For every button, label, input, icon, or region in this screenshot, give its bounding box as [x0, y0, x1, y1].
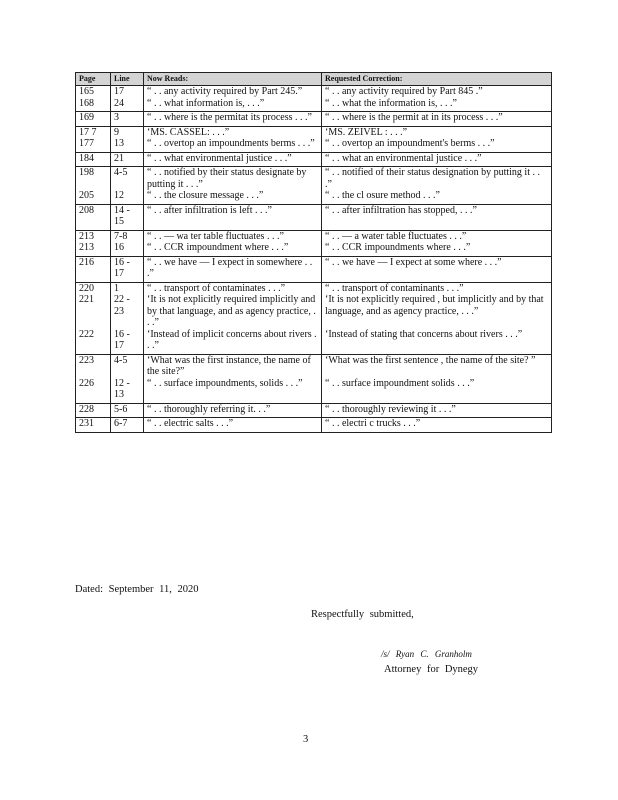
- cell-page: 223: [76, 354, 111, 378]
- cell-now-reads: ‘MS. CASSEL: . . .”: [144, 126, 322, 138]
- cell-page: 221: [76, 294, 111, 329]
- cell-page: 169: [76, 112, 111, 127]
- cell-line: 9: [111, 126, 144, 138]
- cell-line: 21: [111, 152, 144, 167]
- errata-row: [76, 138, 552, 152]
- cell-now-reads: “ . . thoroughly referring it. . .”: [144, 403, 322, 418]
- cell-page: 213: [76, 242, 111, 256]
- page-number: 3: [303, 734, 309, 745]
- cell-line: 4-5: [111, 167, 144, 191]
- cell-now-reads: “ . . what environmental justice . . .”: [144, 152, 322, 167]
- cell-requested-correction: “ . . transport of contaminants . . .”: [322, 282, 552, 294]
- cell-page: 177: [76, 138, 111, 152]
- cell-now-reads: “ . . CCR impoundment where . . .”: [144, 242, 322, 256]
- errata-row: [76, 294, 552, 329]
- errata-row: [76, 152, 552, 167]
- cell-now-reads: “ . . we have — I expect in somewhere . . .”: [144, 256, 322, 282]
- attorney-title: Attorney for Dynegy: [384, 664, 479, 675]
- errata-body: [76, 86, 552, 433]
- cell-line: 12: [111, 190, 144, 204]
- cell-page: 165: [76, 86, 111, 98]
- cell-requested-correction: “ . . the cl osure method . . .”: [322, 190, 552, 204]
- errata-table: [75, 72, 552, 433]
- cell-page: 226: [76, 378, 111, 404]
- cell-line: 16 - 17: [111, 329, 144, 355]
- cell-line: 16 - 17: [111, 256, 144, 282]
- cell-page: 213: [76, 230, 111, 242]
- cell-now-reads: “ . . notified by their status designate by putting it . . .”: [144, 167, 322, 191]
- header-requested-correction: Requested Correction:: [322, 73, 552, 86]
- signature: /s/ Ryan C. Granholm: [381, 649, 472, 659]
- cell-line: 6-7: [111, 418, 144, 433]
- cell-now-reads: “ . . after infiltration is left . . .”: [144, 204, 322, 230]
- cell-now-reads: “ . . what information is, . . .”: [144, 98, 322, 112]
- cell-now-reads: ‘Instead of implicit concerns about rivers . . .”: [144, 329, 322, 355]
- cell-now-reads: “ . . the closure message . . .”: [144, 190, 322, 204]
- errata-row: [76, 167, 552, 191]
- cell-page: 228: [76, 403, 111, 418]
- errata-row: [76, 112, 552, 127]
- errata-row: [76, 98, 552, 112]
- cell-page: 222: [76, 329, 111, 355]
- cell-now-reads: “ . . electric salts . . .”: [144, 418, 322, 433]
- cell-requested-correction: “ . . any activity required by Part 845 .”: [322, 86, 552, 98]
- cell-now-reads: ‘What was the first instance, the name of the site?”: [144, 354, 322, 378]
- cell-line: 12 - 13: [111, 378, 144, 404]
- cell-requested-correction: “ . . we have — I expect at some where . . .”: [322, 256, 552, 282]
- errata-row: [76, 378, 552, 404]
- errata-row: [76, 204, 552, 230]
- cell-now-reads: “ . . overtop an impoundments berms . . .”: [144, 138, 322, 152]
- cell-requested-correction: ‘MS. ZEIVEL : . . .”: [322, 126, 552, 138]
- cell-now-reads: “ . . transport of contaminates . . .”: [144, 282, 322, 294]
- cell-page: 168: [76, 98, 111, 112]
- cell-requested-correction: “ . . overtop an impoundment's berms . . .”: [322, 138, 552, 152]
- cell-line: 5-6: [111, 403, 144, 418]
- cell-page: 184: [76, 152, 111, 167]
- errata-row: [76, 282, 552, 294]
- cell-requested-correction: “ . . notified of their status designation by putting it . . .”: [322, 167, 552, 191]
- cell-line: 4-5: [111, 354, 144, 378]
- errata-row: [76, 242, 552, 256]
- errata-row: [76, 230, 552, 242]
- cell-requested-correction: ‘What was the first sentence , the name of the site? ”: [322, 354, 552, 378]
- errata-row: [76, 403, 552, 418]
- cell-line: 17: [111, 86, 144, 98]
- cell-page: 17 7: [76, 126, 111, 138]
- cell-page: 198: [76, 167, 111, 191]
- closing-line: Respectfully submitted,: [311, 609, 414, 620]
- cell-page: 208: [76, 204, 111, 230]
- cell-requested-correction: “ . . what the information is, . . .”: [322, 98, 552, 112]
- cell-now-reads: “ . . surface impoundments, solids . . .”: [144, 378, 322, 404]
- cell-page: 205: [76, 190, 111, 204]
- errata-header-row: [76, 73, 552, 86]
- errata-row: [76, 329, 552, 355]
- errata-row: [76, 126, 552, 138]
- cell-line: 14 - 15: [111, 204, 144, 230]
- cell-requested-correction: “ . . electri c trucks . . .”: [322, 418, 552, 433]
- cell-requested-correction: “ . . — a water table fluctuates . . .”: [322, 230, 552, 242]
- header-page: Page: [76, 73, 111, 86]
- cell-requested-correction: ‘Instead of stating that concerns about rivers . . .”: [322, 329, 552, 355]
- cell-now-reads: “ . . any activity required by Part 245.”: [144, 86, 322, 98]
- cell-requested-correction: “ . . what an environmental justice . . .”: [322, 152, 552, 167]
- cell-requested-correction: “ . . after infiltration has stopped, . . .”: [322, 204, 552, 230]
- cell-requested-correction: “ . . surface impoundment solids . . .”: [322, 378, 552, 404]
- cell-line: 7-8: [111, 230, 144, 242]
- cell-page: 231: [76, 418, 111, 433]
- dated-line: Dated: September 11, 2020: [75, 584, 199, 595]
- cell-page: 220: [76, 282, 111, 294]
- errata-row: [76, 86, 552, 98]
- errata-row: [76, 190, 552, 204]
- cell-now-reads: “ . . where is the permitat its process . . .”: [144, 112, 322, 127]
- cell-line: 24: [111, 98, 144, 112]
- cell-now-reads: “ . . — wa ter table fluctuates . . .”: [144, 230, 322, 242]
- cell-line: 16: [111, 242, 144, 256]
- cell-line: 1: [111, 282, 144, 294]
- cell-requested-correction: “ . . where is the permit at in its process . . .”: [322, 112, 552, 127]
- cell-requested-correction: “ . . CCR impoundments where . . .”: [322, 242, 552, 256]
- errata-row: [76, 354, 552, 378]
- header-line: Line: [111, 73, 144, 86]
- cell-requested-correction: “ . . thoroughly reviewing it . . .”: [322, 403, 552, 418]
- header-now-reads: Now Reads:: [144, 73, 322, 86]
- cell-line: 3: [111, 112, 144, 127]
- cell-line: 13: [111, 138, 144, 152]
- errata-row: [76, 418, 552, 433]
- cell-requested-correction: ‘It is not explicitly required , but implicitly and by that language, and as agency practice, . . .”: [322, 294, 552, 329]
- cell-line: 22 - 23: [111, 294, 144, 329]
- cell-page: 216: [76, 256, 111, 282]
- cell-now-reads: ‘It is not explicitly required implicitly and by that language, and as agency practice, . . .”: [144, 294, 322, 329]
- errata-row: [76, 256, 552, 282]
